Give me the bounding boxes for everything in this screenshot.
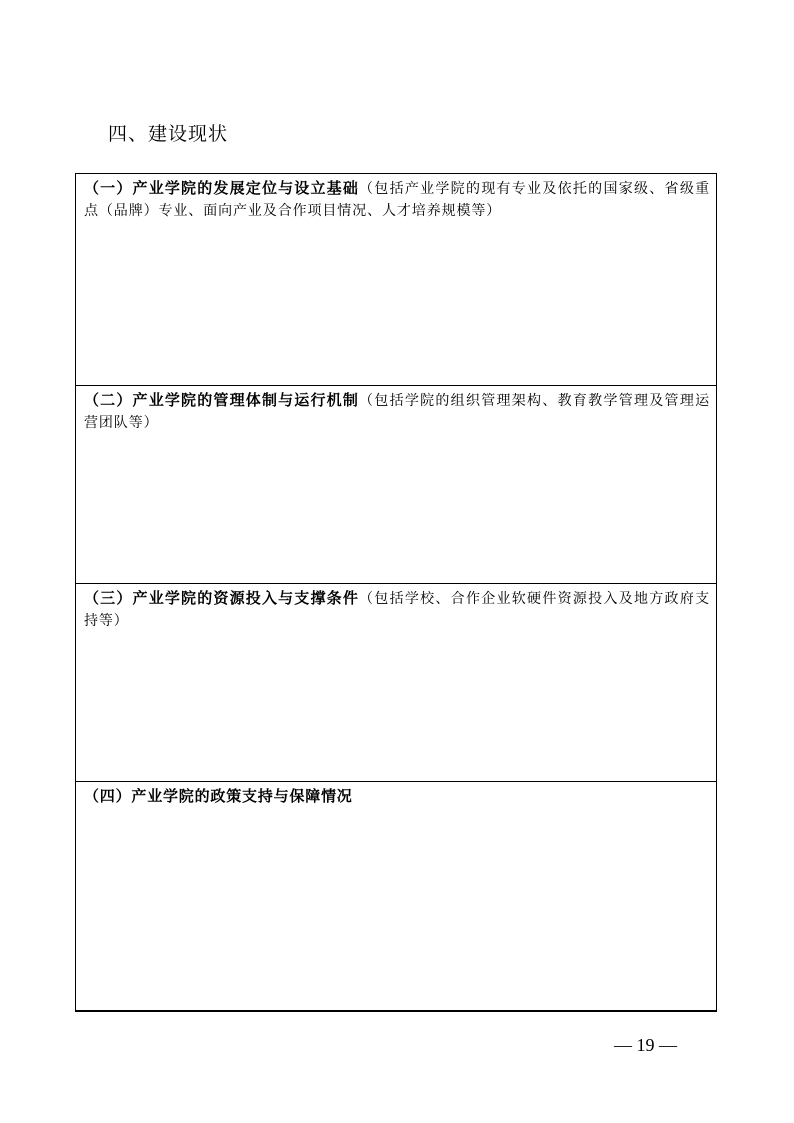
row-note: （包括学院的组织管理架构、教育教学管理及管理运营团队等） <box>84 393 710 431</box>
row-text <box>84 785 710 808</box>
section-heading: 四、建设现状 <box>108 123 229 145</box>
row-title: （三）产业学院的资源投入与支撑条件 <box>84 589 360 607</box>
row-title: （二）产业学院的管理体制与运行机制 <box>84 391 360 409</box>
row-text <box>84 389 710 434</box>
row-text <box>84 587 710 632</box>
row-title: （一）产业学院的发展定位与设立基础 <box>84 179 360 197</box>
row-title: （四）产业学院的政策支持与保障情况 <box>84 787 353 805</box>
table-row-development-positioning <box>76 174 716 386</box>
table-row-policy-support <box>76 782 716 1011</box>
row-text <box>84 177 710 222</box>
table-row-management-system <box>76 386 716 584</box>
row-note: （包括产业学院的现有专业及依托的国家级、省级重点（品牌）专业、面向产业及合作项目情况、人才培养规模等） <box>84 181 710 219</box>
construction-status-table <box>75 173 717 1012</box>
row-note: （包括学校、合作企业软硬件资源投入及地方政府支持等） <box>84 591 710 629</box>
page-number: — 19 — <box>614 1035 677 1055</box>
table-row-resource-investment <box>76 584 716 782</box>
